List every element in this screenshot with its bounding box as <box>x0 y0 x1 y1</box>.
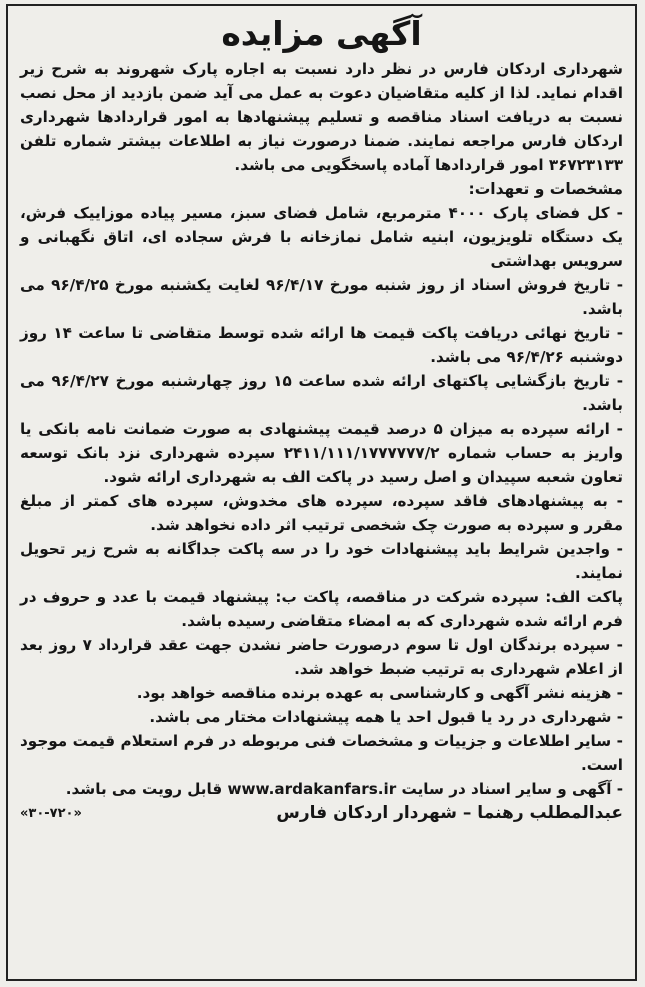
list-item: - به پیشنهادهای فاقد سپرده، سپرده های مخدوش، سپرده های کمتر از مبلغ مقرر و سپرده به صورت چک شخصی ترتیب اثر داده نخواهد شد. <box>20 492 623 534</box>
list-item: - تاریخ بازگشایی پاکتهای ارائه شده ساعت ۱۵ روز چهارشنبه مورخ ۹۶/۴/۲۷ می باشد. <box>20 372 623 414</box>
list-item: - سایر اطلاعات و جزییات و مشخصات فنی مربوطه در فرم استعلام قیمت موجود است. <box>20 732 623 774</box>
list-item: - هزینه نشر آگهی و کارشناسی به عهده برنده مناقصه خواهد بود. <box>136 684 623 702</box>
list-item: - واجدین شرایط باید پیشنهادات خود را در سه پاکت جداگانه به شرح زیر تحویل نمایند. <box>20 540 623 582</box>
list-item: پاکت الف: سپرده شرکت در مناقصه، پاکت ب: پیشنهاد قیمت با عدد و حروف در فرم ارائه شده شهرداری که به امضاء متقاضی رسیده باشد. <box>20 588 623 630</box>
notice-title: آگهی مزایده <box>221 14 422 53</box>
list-item: - تاریخ فروش اسناد از روز شنبه مورخ ۹۶/۴/۱۷ لغایت یکشنبه مورخ ۹۶/۴/۲۵ می باشد. <box>20 276 624 318</box>
website-link[interactable]: www.ardakanfars.ir <box>227 780 397 798</box>
ad-code: «۳۰-۷۲۰» <box>20 805 82 821</box>
signature: عبدالمطلب رهنما – شهردار اردکان فارس <box>276 803 623 823</box>
site-line-before: - آگهی و سایر اسناد در سایت <box>401 780 623 798</box>
intro-paragraph: شهرداری اردکان فارس در نظر دارد نسبت به اجاره پارک شهروند به شرح زیر اقدام نماید. لذا از کلیه متقاضیان دعوت به عمل می آید ضمن بازدید از محل نصب نسبت به دریافت اسناد مناقصه و تسلیم پیشنهادها به امور قراردادها شهرداری اردکان فارس مراجعه نمایند. ضمنا درصورت نیاز به اطلاعات بیشتر شماره تلفن ۳۶۷۲۳۱۳۳ امور قراردادها آماده پاسخگویی می باشد. <box>20 60 623 174</box>
site-line <box>20 777 623 801</box>
list-item: - سپرده برندگان اول تا سوم درصورت حاضر نشدن جهت عقد قرارداد ۷ روز بعد از اعلام شهرداری به ترتیب ضبط خواهد شد. <box>20 636 623 678</box>
specs-heading: مشخصات و تعهدات: <box>468 180 623 198</box>
list-item: - تاریخ نهائی دریافت پاکت قیمت ها ارائه شده توسط متقاضی تا ساعت ۱۴ روز دوشنبه ۹۶/۴/۲۶ می باشد. <box>20 324 623 366</box>
site-line-after: قابل رویت می باشد. <box>65 780 223 798</box>
list-item: - شهرداری در رد یا قبول احد یا همه پیشنهادات مختار می باشد. <box>149 708 623 726</box>
notice-frame <box>6 4 637 981</box>
list-item: - کل فضای پارک ۴۰۰۰ مترمربع، شامل فضای سبز، مسیر پیاده موزاییک فرش، یک دستگاه تلویزیون، ابنیه شامل نمازخانه با فرش سجاده ای، اتاق نگهبانی و سرویس بهداشتی <box>20 204 623 270</box>
list-item: - ارائه سپرده به میزان ۵ درصد قیمت پیشنهادی به صورت ضمانت نامه بانکی یا واریز به حساب شماره ۲۴۱۱/۱۱۱/۱۷۷۷۷۷۷/۲ سپرده شهرداری نزد بانک توسعه تعاون شعبه سپیدان و اصل رسید در پاکت الف به شهرداری ارائه شود. <box>20 420 624 486</box>
notice-body <box>20 57 623 801</box>
notice-footer <box>20 803 623 823</box>
